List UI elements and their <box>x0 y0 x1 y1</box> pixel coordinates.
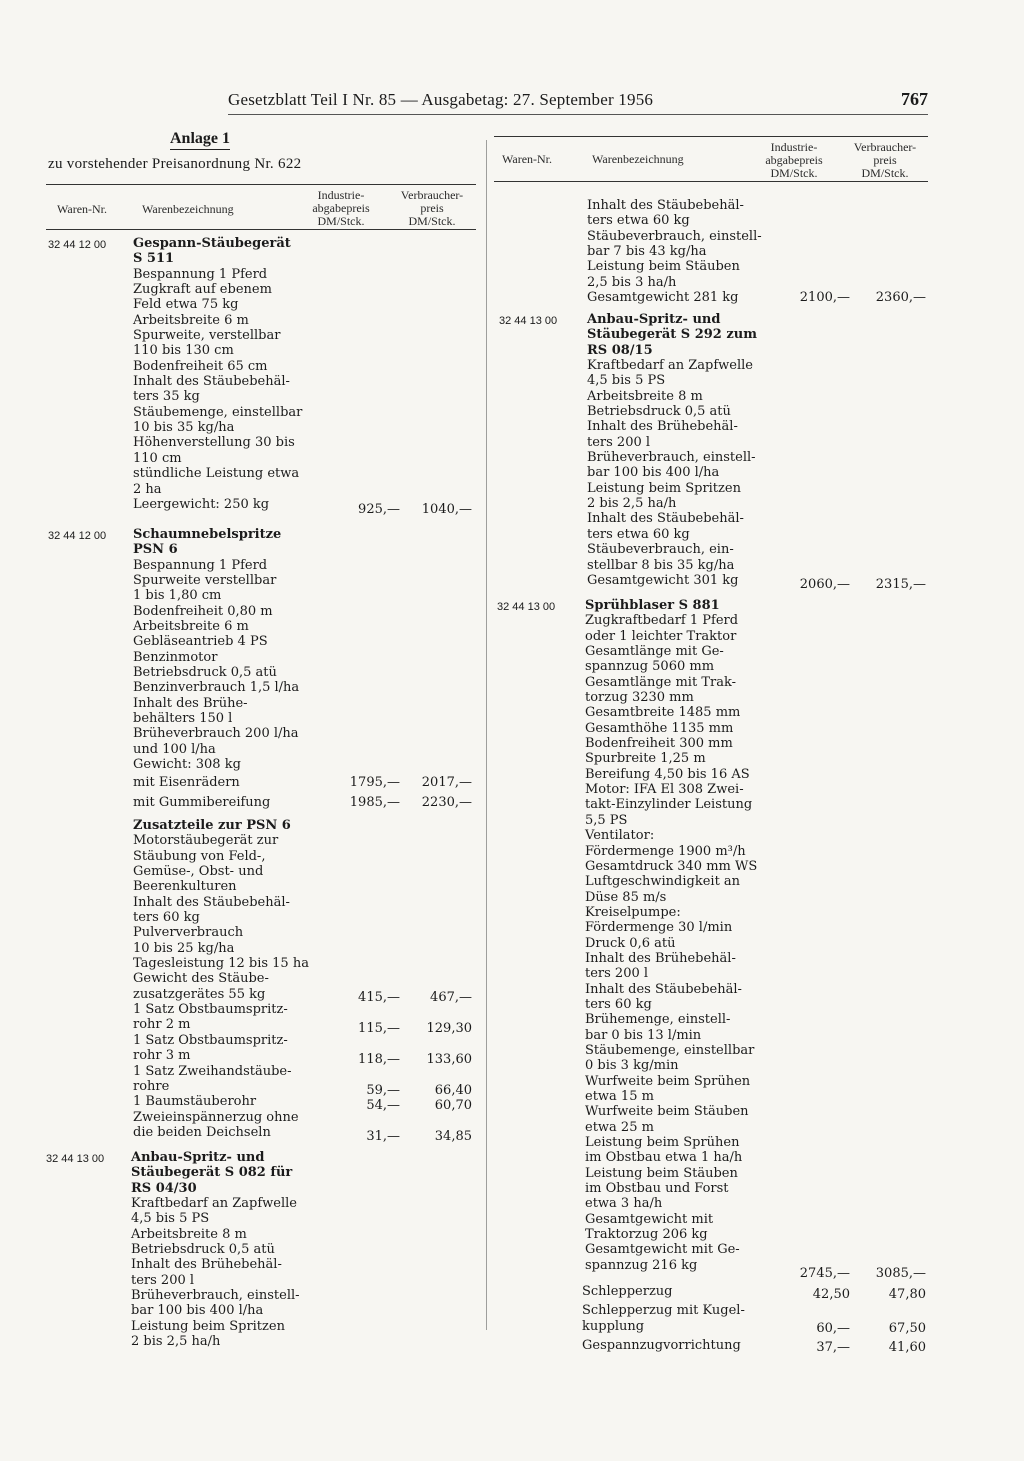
spec-line: Stäubeverbrauch, einstell- <box>587 228 762 244</box>
spec-line: zusatzgerätes 55 kg <box>133 986 266 1002</box>
col-verbraucher-line3: DM/Stck. <box>408 214 456 228</box>
spec-line: Fördermenge 30 l/min <box>585 920 733 936</box>
verbraucher-price: 2230,— <box>421 795 472 810</box>
anlage-title: Anlage 1 <box>170 130 230 150</box>
verbraucher-price: 2315,— <box>875 577 926 592</box>
spec-line: Gesamtbreite 1485 mm <box>585 705 741 721</box>
col-industrie-right <box>752 141 836 180</box>
gazette-header: Gesetzblatt Teil I Nr. 85 — Ausgabetag: 27. September 1956 <box>228 90 654 109</box>
spec-line: Spurweite verstellbar <box>133 573 277 589</box>
spec-line: Gewicht: 308 kg <box>133 757 241 773</box>
verbraucher-price: 60,70 <box>434 1098 472 1113</box>
spec-line: stellbar 8 bis 35 kg/ha <box>587 557 735 573</box>
spec-line: Inhalt des Brühebehäl- <box>587 419 738 435</box>
spec-line: Inhalt des Stäubebehäl- <box>133 374 290 390</box>
product-title: Gespann-Stäubegerät <box>133 236 291 251</box>
spec-line: Gebläseantrieb 4 PS <box>133 634 268 650</box>
price-row-label: Schlepperzug <box>582 1284 673 1299</box>
spec-line: ters 200 l <box>587 434 651 450</box>
col-industrie-right-line3: DM/Stck. <box>770 166 818 180</box>
verbraucher-price: 2017,— <box>421 775 472 790</box>
spec-line: bar 7 bis 43 kg/ha <box>587 244 707 260</box>
product-title: Anbau-Spritz- und <box>587 312 721 327</box>
product-description <box>587 312 757 588</box>
industrie-price: 31,— <box>366 1129 400 1144</box>
spec-line: Leistung beim Stäuben <box>587 259 740 275</box>
spec-line: Arbeitsbreite 6 m <box>133 312 249 328</box>
spec-line: bar 100 bis 400 l/ha <box>587 465 720 481</box>
spec-line: rohr 2 m <box>133 1017 191 1033</box>
verbraucher-price: 34,85 <box>434 1129 472 1144</box>
spec-line: Bodenfreiheit 65 cm <box>133 358 268 374</box>
col-verbraucher-line2: preis <box>420 201 444 215</box>
spec-line: Wurfweite beim Sprühen <box>585 1073 751 1089</box>
verbraucher-price: 3085,— <box>875 1266 926 1281</box>
col-industrie-line1: Industrie- <box>317 188 365 202</box>
spec-line: Druck 0,6 atü <box>585 935 676 951</box>
col-warenbezeichnung-right: Warenbezeichnung <box>592 152 684 166</box>
spec-line: Feld etwa 75 kg <box>133 297 239 313</box>
spec-line: Bespannung 1 Pferd <box>133 557 268 573</box>
column-divider <box>486 140 487 1330</box>
spec-line: Gesamthöhe 1135 mm <box>585 720 734 736</box>
product-title: Stäubegerät S 292 zum <box>587 327 757 343</box>
verbraucher-price: 467,— <box>430 990 472 1005</box>
product-description <box>587 198 762 305</box>
spec-line: Motorstäubegerät zur <box>133 833 279 849</box>
spec-line: Leistung beim Stäuben <box>585 1165 738 1181</box>
spec-line: Brüheverbrauch 200 l/ha <box>133 726 299 742</box>
spec-line: etwa 15 m <box>585 1089 654 1104</box>
spec-line: Bodenfreiheit 300 mm <box>585 736 733 752</box>
spec-line: Gemüse-, Obst- und <box>133 864 264 880</box>
spec-line: Leistung beim Sprühen <box>585 1135 740 1151</box>
price-row-label: Schlepperzug mit Kugel- <box>582 1303 745 1318</box>
industrie-price: 54,— <box>366 1098 400 1113</box>
page-number: 767 <box>901 89 928 109</box>
spec-line: Inhalt des Brühebehäl- <box>585 950 736 966</box>
spec-line: oder 1 leichter Traktor <box>585 628 737 644</box>
spec-line: Arbeitsbreite 6 m <box>133 619 249 635</box>
spec-line: 10 bis 25 kg/ha <box>133 940 235 956</box>
spec-line: Inhalt des Stäubebehäl- <box>133 894 290 910</box>
spec-line: 4,5 bis 5 PS <box>131 1211 210 1227</box>
waren-nr: 32 44 13 00 <box>499 315 558 327</box>
spec-line: etwa 25 m <box>585 1119 654 1135</box>
price-row-label: kupplung <box>582 1319 645 1334</box>
spec-line: Arbeitsbreite 8 m <box>587 388 703 404</box>
industrie-price: 60,— <box>816 1321 850 1336</box>
spec-line: Gewicht des Stäube- <box>133 971 269 987</box>
spec-line: 110 cm <box>133 450 182 466</box>
spec-line: ters 60 kg <box>133 910 200 926</box>
col-industrie-line2: abgabepreis <box>312 201 370 215</box>
industrie-price: 115,— <box>358 1021 400 1036</box>
col-verbraucher-line1: Verbraucher- <box>400 188 464 202</box>
right-table-header-rule <box>494 181 928 182</box>
spec-line: rohr 3 m <box>133 1048 191 1064</box>
spec-line: Inhalt des Brühe- <box>133 695 248 711</box>
spec-line: Luftgeschwindigkeit an <box>585 874 741 890</box>
spec-line: Betriebsdruck 0,5 atü <box>587 404 731 420</box>
spec-line: 5,5 PS <box>585 812 628 828</box>
spec-line: Stäubeverbrauch, ein- <box>587 542 734 558</box>
spec-line: torzug 3230 mm <box>585 690 694 706</box>
spec-line: 10 bis 35 kg/ha <box>133 420 235 436</box>
waren-nr: 32 44 13 00 <box>46 1153 105 1165</box>
verbraucher-price: 2360,— <box>875 290 926 305</box>
spec-line: 2,5 bis 3 ha/h <box>587 274 677 290</box>
industrie-price: 118,— <box>358 1052 400 1067</box>
col-industrie-right-line1: Industrie- <box>770 140 818 154</box>
spec-line: Zugkraft auf ebenem <box>133 282 272 298</box>
spec-line: ters 200 l <box>585 966 649 982</box>
verbraucher-price: 133,60 <box>426 1052 472 1067</box>
industrie-price: 415,— <box>358 990 400 1005</box>
spec-line: 1 Satz Obstbaumspritz- <box>133 1002 288 1018</box>
product-title: Sprühblaser S 881 <box>585 598 720 613</box>
spec-line: 4,5 bis 5 PS <box>587 373 666 389</box>
product-title: Stäubegerät S 082 für <box>131 1165 293 1181</box>
spec-line: Gesamtlänge mit Trak- <box>585 674 736 690</box>
product-title: RS 04/30 <box>131 1180 197 1196</box>
spec-line: bar 0 bis 13 l/min <box>585 1027 702 1043</box>
spec-line: ters 200 l <box>131 1272 195 1288</box>
spec-line: Gesamtdruck 340 mm WS <box>585 858 758 874</box>
spec-line: Bespannung 1 Pferd <box>133 266 268 282</box>
spec-line: 0 bis 3 kg/min <box>585 1058 679 1074</box>
col-verbraucher-right-line3: DM/Stck. <box>861 166 909 180</box>
spec-line: Wurfweite beim Stäuben <box>585 1104 749 1120</box>
product-description <box>133 527 299 773</box>
verbraucher-price: 66,40 <box>434 1083 472 1098</box>
spec-line: 110 bis 130 cm <box>133 343 234 359</box>
left-table-header-rule <box>46 229 476 230</box>
spec-line: Tagesleistung 12 bis 15 ha <box>133 956 309 972</box>
spec-line: Traktorzug 206 kg <box>585 1227 708 1243</box>
spec-line: Spurweite, verstellbar <box>133 328 281 344</box>
col-industrie <box>300 189 382 228</box>
spec-line: Brüheverbrauch, einstell- <box>131 1288 300 1304</box>
spec-line: Inhalt des Brühebehäl- <box>131 1257 282 1273</box>
col-verbraucher-right <box>840 141 930 180</box>
spec-line: Stäubemenge, einstellbar <box>585 1042 755 1058</box>
product-description <box>133 818 309 1140</box>
spec-line: Motor: IFA El 308 Zwei- <box>585 782 744 798</box>
spec-line: 2 bis 2,5 ha/h <box>587 496 677 512</box>
product-title: Anbau-Spritz- und <box>131 1150 265 1165</box>
waren-nr: 32 44 12 00 <box>48 239 107 251</box>
spec-line: Arbeitsbreite 8 m <box>131 1226 247 1242</box>
industrie-price: 1795,— <box>349 775 400 790</box>
spec-line: Leistung beim Spritzen <box>587 480 741 496</box>
spec-line: die beiden Deichseln <box>133 1124 271 1140</box>
spec-line: etwa 3 ha/h <box>585 1196 663 1212</box>
col-waren-nr: Waren-Nr. <box>57 202 108 216</box>
spec-line: Leergewicht: 250 kg <box>133 496 270 512</box>
anlage-subtitle: zu vorstehender Preisanordnung Nr. 622 <box>48 156 302 172</box>
right-table-top-rule <box>494 136 928 137</box>
industrie-price: 1985,— <box>349 795 400 810</box>
spec-line: 1 bis 1,80 cm <box>133 588 222 604</box>
price-row-label: Gespannzugvorrichtung <box>582 1338 741 1353</box>
industrie-price: 2745,— <box>799 1266 850 1281</box>
col-industrie-right-line2: abgabepreis <box>765 153 823 167</box>
col-verbraucher <box>390 189 474 228</box>
verbraucher-price: 47,80 <box>888 1287 926 1302</box>
industrie-price: 42,50 <box>812 1287 850 1302</box>
spec-line: rohre <box>133 1078 170 1094</box>
spec-line: 2 ha <box>133 481 162 497</box>
spec-line: ters 35 kg <box>133 389 200 405</box>
verbraucher-price: 67,50 <box>888 1321 926 1336</box>
spec-line: 1 Baumstäuberohr <box>133 1094 257 1110</box>
industrie-price: 59,— <box>366 1083 400 1098</box>
spec-line: Höhenverstellung 30 bis <box>133 435 295 451</box>
spec-line: Benzinverbrauch 1,5 l/ha <box>133 680 300 696</box>
verbraucher-price: 1040,— <box>421 502 472 517</box>
industrie-price: 2100,— <box>799 290 850 305</box>
spec-line: Spurbreite 1,25 m <box>585 751 706 767</box>
spec-line: behälters 150 l <box>133 711 233 727</box>
spec-line: Zugkraftbedarf 1 Pferd <box>585 613 739 629</box>
spec-line: Brüheverbrauch, einstell- <box>587 450 756 466</box>
spec-line: Gesamtgewicht 301 kg <box>587 572 739 588</box>
spec-line: Kraftbedarf an Zapfwelle <box>131 1196 297 1212</box>
spec-line: Gesamtlänge mit Ge- <box>585 644 724 660</box>
spec-line: im Obstbau und Forst <box>585 1181 729 1197</box>
verbraucher-price: 41,60 <box>888 1340 926 1355</box>
spec-line: und 100 l/ha <box>133 741 216 757</box>
industrie-price: 37,— <box>816 1340 850 1355</box>
price-row-label: mit Gummibereifung <box>133 795 271 810</box>
spec-line: Ventilator: <box>585 828 655 844</box>
spec-line: Benzinmotor <box>133 649 218 665</box>
spec-line: bar 100 bis 400 l/ha <box>131 1303 264 1319</box>
spec-line: ters etwa 60 kg <box>587 213 690 229</box>
spec-line: Gesamtgewicht mit <box>585 1211 714 1227</box>
col-warenbezeichnung: Warenbezeichnung <box>142 202 234 216</box>
spec-line: Brühemenge, einstell- <box>585 1012 731 1028</box>
spec-line: Gesamtgewicht 281 kg <box>587 290 739 306</box>
product-title: Zusatzteile zur PSN 6 <box>133 818 291 833</box>
spec-line: Inhalt des Stäubebehäl- <box>587 511 744 527</box>
spec-line: 1 Satz Zweihandstäube- <box>133 1063 292 1079</box>
col-waren-nr-right: Waren-Nr. <box>502 152 553 166</box>
waren-nr: 32 44 12 00 <box>48 530 107 542</box>
spec-line: Leistung beim Spritzen <box>131 1318 285 1334</box>
product-title: S 511 <box>133 251 175 267</box>
spec-line: spannzug 216 kg <box>585 1257 698 1273</box>
spec-line: ters etwa 60 kg <box>587 526 690 542</box>
verbraucher-price: 129,30 <box>426 1021 472 1036</box>
spec-line: Bodenfreiheit 0,80 m <box>133 603 273 619</box>
spec-line: Gesamtgewicht mit Ge- <box>585 1242 740 1258</box>
header-rule <box>228 114 928 115</box>
spec-line: Betriebsdruck 0,5 atü <box>133 665 277 681</box>
spec-line: Inhalt des Stäubebehäl- <box>587 198 744 213</box>
spec-line: Betriebsdruck 0,5 atü <box>131 1242 275 1258</box>
col-verbraucher-right-line1: Verbraucher- <box>853 140 917 154</box>
spec-line: Fördermenge 1900 m³/h <box>585 843 746 859</box>
spec-line: ters 60 kg <box>585 996 652 1012</box>
spec-line: Bereifung 4,50 bis 16 AS <box>585 766 750 782</box>
spec-line: Beerenkulturen <box>133 879 237 895</box>
spec-line: im Obstbau etwa 1 ha/h <box>585 1150 743 1166</box>
col-verbraucher-right-line2: preis <box>873 153 897 167</box>
product-title: PSN 6 <box>133 542 178 558</box>
spec-line: Düse 85 m/s <box>585 889 667 905</box>
product-description <box>131 1150 300 1349</box>
price-row-label: mit Eisenrädern <box>133 775 240 790</box>
spec-line: 2 bis 2,5 ha/h <box>131 1334 221 1350</box>
spec-line: Stäubemenge, einstellbar <box>133 404 303 420</box>
spec-line: stündliche Leistung etwa <box>133 466 300 482</box>
col-industrie-line3: DM/Stck. <box>317 214 365 228</box>
spec-line: 1 Satz Obstbaumspritz- <box>133 1032 288 1048</box>
spec-line: Pulververbrauch <box>133 925 244 941</box>
waren-nr: 32 44 13 00 <box>497 601 556 613</box>
spec-line: takt-Einzylinder Leistung <box>585 797 753 813</box>
spec-line: Inhalt des Stäubebehäl- <box>585 981 742 997</box>
product-title: Schaumnebelspritze <box>133 527 282 542</box>
product-description <box>133 236 302 512</box>
product-description <box>585 598 757 1273</box>
spec-line: spannzug 5060 mm <box>585 659 715 675</box>
spec-line: Kraftbedarf an Zapfwelle <box>587 358 753 374</box>
industrie-price: 925,— <box>358 502 400 517</box>
spec-line: Stäubung von Feld-, <box>133 848 266 864</box>
industrie-price: 2060,— <box>799 577 850 592</box>
left-table-top-rule <box>46 184 476 185</box>
spec-line: Zweieinspännerzug ohne <box>133 1109 299 1125</box>
product-title: RS 08/15 <box>587 342 653 358</box>
spec-line: Kreiselpumpe: <box>585 904 681 920</box>
